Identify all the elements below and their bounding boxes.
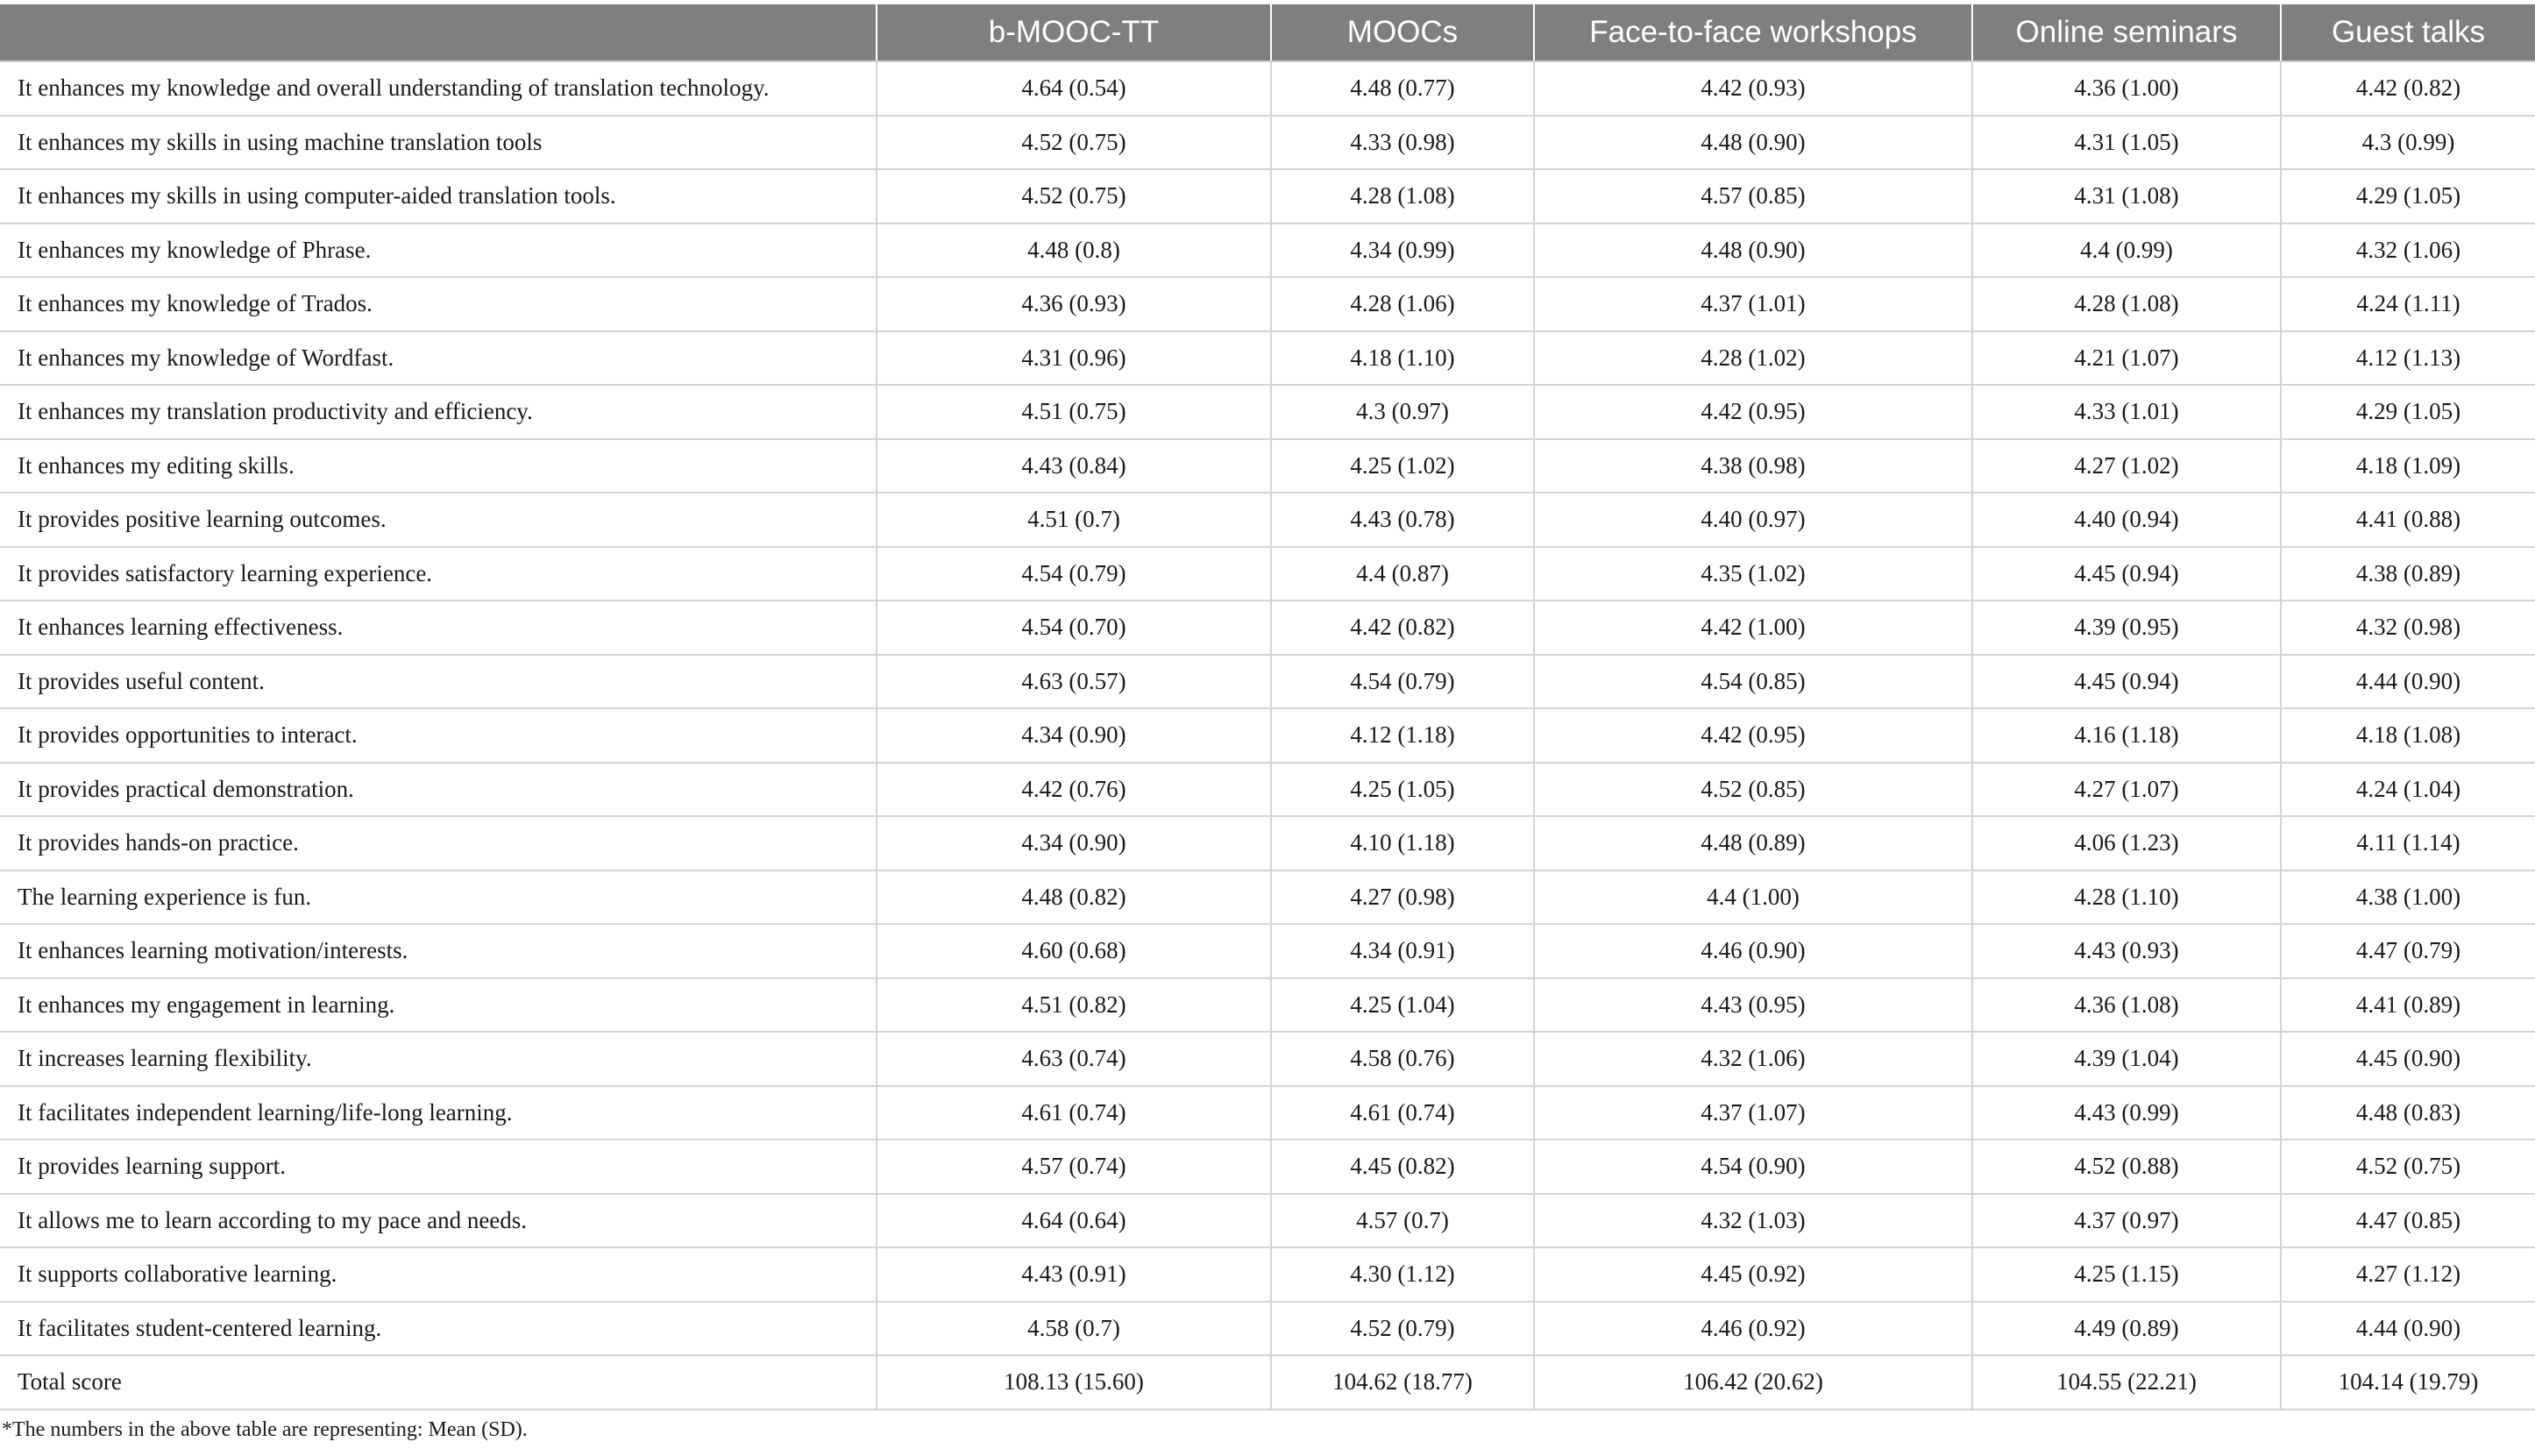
table-body [0, 61, 2535, 1410]
value-cell: 4.46 (0.90) [1534, 924, 1972, 978]
value-cell: 4.32 (0.98) [2281, 600, 2535, 655]
value-cell: 4.51 (0.7) [877, 493, 1271, 547]
value-cell: 4.47 (0.79) [2281, 924, 2535, 978]
value-cell: 4.51 (0.82) [877, 978, 1271, 1033]
value-cell: 4.42 (0.93) [1534, 61, 1972, 116]
table-row [0, 816, 2535, 870]
row-label-cell: It provides hands-on practice. [0, 816, 877, 870]
value-cell: 4.58 (0.76) [1271, 1032, 1534, 1086]
value-cell: 4.36 (1.08) [1972, 978, 2281, 1033]
value-cell: 4.4 (1.00) [1534, 870, 1972, 925]
table-row [0, 655, 2535, 709]
table-row [0, 1086, 2535, 1140]
value-cell: 4.48 (0.89) [1534, 816, 1972, 870]
table-row [0, 1194, 2535, 1248]
value-cell: 4.12 (1.18) [1271, 708, 1534, 763]
value-cell: 4.52 (0.88) [1972, 1140, 2281, 1194]
table-row [0, 924, 2535, 978]
row-label-cell: It provides satisfactory learning experience. [0, 547, 877, 601]
value-cell: 4.28 (1.08) [1271, 169, 1534, 224]
value-cell: 4.52 (0.75) [2281, 1140, 2535, 1194]
value-cell: 4.37 (0.97) [1972, 1194, 2281, 1248]
value-cell: 4.28 (1.08) [1972, 277, 2281, 331]
value-cell: 4.37 (1.07) [1534, 1086, 1972, 1140]
table-row [0, 870, 2535, 925]
table-row [0, 978, 2535, 1033]
header-cell-guest-talks: Guest talks [2281, 4, 2535, 61]
value-cell: 4.43 (0.91) [877, 1247, 1271, 1302]
value-cell: 4.43 (0.78) [1271, 493, 1534, 547]
value-cell: 4.34 (0.90) [877, 708, 1271, 763]
table-row [0, 547, 2535, 601]
value-cell: 4.57 (0.7) [1271, 1194, 1534, 1248]
value-cell: 4.48 (0.82) [877, 870, 1271, 925]
value-cell: 4.58 (0.7) [877, 1302, 1271, 1356]
value-cell: 4.40 (0.94) [1972, 493, 2281, 547]
value-cell: 4.32 (1.06) [1534, 1032, 1972, 1086]
value-cell: 4.52 (0.85) [1534, 763, 1972, 817]
value-cell: 4.25 (1.04) [1271, 978, 1534, 1033]
table-row [0, 277, 2535, 331]
value-cell: 4.4 (0.87) [1271, 547, 1534, 601]
table-row [0, 1140, 2535, 1194]
row-label-cell: It facilitates independent learning/life-long learning. [0, 1086, 877, 1140]
value-cell: 4.31 (1.05) [1972, 116, 2281, 170]
table-header-row [0, 4, 2535, 61]
value-cell: 4.35 (1.02) [1534, 547, 1972, 601]
row-label-cell: It facilitates student-centered learning. [0, 1302, 877, 1356]
row-label-cell: It provides positive learning outcomes. [0, 493, 877, 547]
header-cell-face-to-face-workshops: Face-to-face workshops [1534, 4, 1972, 61]
value-cell: 4.42 (0.82) [2281, 61, 2535, 116]
value-cell: 4.41 (0.88) [2281, 493, 2535, 547]
value-cell: 4.31 (1.08) [1972, 169, 2281, 224]
value-cell: 4.45 (0.82) [1271, 1140, 1534, 1194]
table-row [0, 331, 2535, 386]
value-cell: 4.40 (0.97) [1534, 493, 1972, 547]
table-row [0, 224, 2535, 278]
value-cell: 4.48 (0.90) [1534, 116, 1972, 170]
value-cell: 4.25 (1.15) [1972, 1247, 2281, 1302]
value-cell: 4.54 (0.79) [1271, 655, 1534, 709]
table-row [0, 1247, 2535, 1302]
value-cell: 4.3 (0.97) [1271, 385, 1534, 439]
row-label-cell: It enhances my editing skills. [0, 439, 877, 494]
value-cell: 4.51 (0.75) [877, 385, 1271, 439]
value-cell: 4.31 (0.96) [877, 331, 1271, 386]
row-label-cell: It supports collaborative learning. [0, 1247, 877, 1302]
value-cell: 4.45 (0.92) [1534, 1247, 1972, 1302]
value-cell: 4.54 (0.79) [877, 547, 1271, 601]
row-label-cell: It enhances learning motivation/interests. [0, 924, 877, 978]
value-cell: 4.28 (1.02) [1534, 331, 1972, 386]
value-cell: 4.24 (1.11) [2281, 277, 2535, 331]
value-cell: 4.18 (1.08) [2281, 708, 2535, 763]
table-row [0, 116, 2535, 170]
value-cell: 4.25 (1.02) [1271, 439, 1534, 494]
value-cell: 4.21 (1.07) [1972, 331, 2281, 386]
value-cell: 4.47 (0.85) [2281, 1194, 2535, 1248]
value-cell: 4.57 (0.74) [877, 1140, 1271, 1194]
value-cell: 104.55 (22.21) [1972, 1355, 2281, 1410]
table-row [0, 385, 2535, 439]
value-cell: 4.44 (0.90) [2281, 1302, 2535, 1356]
value-cell: 4.10 (1.18) [1271, 816, 1534, 870]
value-cell: 4.61 (0.74) [877, 1086, 1271, 1140]
value-cell: 4.28 (1.06) [1271, 277, 1534, 331]
value-cell: 4.61 (0.74) [1271, 1086, 1534, 1140]
row-label-cell: Total score [0, 1355, 877, 1410]
value-cell: 4.33 (0.98) [1271, 116, 1534, 170]
row-label-cell: It enhances my knowledge and overall understanding of translation technology. [0, 61, 877, 116]
value-cell: 4.36 (1.00) [1972, 61, 2281, 116]
value-cell: 4.4 (0.99) [1972, 224, 2281, 278]
total-score-row [0, 1355, 2535, 1410]
value-cell: 4.27 (0.98) [1271, 870, 1534, 925]
table-row [0, 708, 2535, 763]
value-cell: 4.60 (0.68) [877, 924, 1271, 978]
value-cell: 4.25 (1.05) [1271, 763, 1534, 817]
table-row [0, 763, 2535, 817]
row-label-cell: It enhances my engagement in learning. [0, 978, 877, 1033]
value-cell: 4.06 (1.23) [1972, 816, 2281, 870]
row-label-cell: It enhances my knowledge of Trados. [0, 277, 877, 331]
row-label-cell: It enhances my knowledge of Phrase. [0, 224, 877, 278]
value-cell: 4.42 (0.95) [1534, 708, 1972, 763]
value-cell: 4.34 (0.91) [1271, 924, 1534, 978]
value-cell: 4.32 (1.06) [2281, 224, 2535, 278]
value-cell: 4.42 (1.00) [1534, 600, 1972, 655]
value-cell: 4.27 (1.02) [1972, 439, 2281, 494]
table-row [0, 493, 2535, 547]
value-cell: 4.43 (0.99) [1972, 1086, 2281, 1140]
row-label-cell: It increases learning flexibility. [0, 1032, 877, 1086]
value-cell: 4.45 (0.94) [1972, 655, 2281, 709]
value-cell: 108.13 (15.60) [877, 1355, 1271, 1410]
value-cell: 4.11 (1.14) [2281, 816, 2535, 870]
value-cell: 4.24 (1.04) [2281, 763, 2535, 817]
value-cell: 4.27 (1.07) [1972, 763, 2281, 817]
value-cell: 106.42 (20.62) [1534, 1355, 1972, 1410]
value-cell: 4.16 (1.18) [1972, 708, 2281, 763]
value-cell: 4.32 (1.03) [1534, 1194, 1972, 1248]
value-cell: 4.42 (0.82) [1271, 600, 1534, 655]
value-cell: 4.57 (0.85) [1534, 169, 1972, 224]
row-label-cell: It provides practical demonstration. [0, 763, 877, 817]
row-label-cell: It enhances my skills in using computer-aided translation tools. [0, 169, 877, 224]
row-label-cell: It enhances my knowledge of Wordfast. [0, 331, 877, 386]
value-cell: 4.28 (1.10) [1972, 870, 2281, 925]
value-cell: 4.44 (0.90) [2281, 655, 2535, 709]
value-cell: 4.27 (1.12) [2281, 1247, 2535, 1302]
row-label-cell: It enhances my skills in using machine translation tools [0, 116, 877, 170]
results-table-container [0, 4, 2535, 1410]
table-row [0, 600, 2535, 655]
row-label-cell: It provides useful content. [0, 655, 877, 709]
row-label-cell: The learning experience is fun. [0, 870, 877, 925]
value-cell: 4.41 (0.89) [2281, 978, 2535, 1033]
table-row [0, 169, 2535, 224]
value-cell: 4.3 (0.99) [2281, 116, 2535, 170]
value-cell: 4.34 (0.90) [877, 816, 1271, 870]
value-cell: 4.48 (0.8) [877, 224, 1271, 278]
value-cell: 4.48 (0.90) [1534, 224, 1972, 278]
value-cell: 4.38 (0.89) [2281, 547, 2535, 601]
value-cell: 4.54 (0.85) [1534, 655, 1972, 709]
row-label-cell: It allows me to learn according to my pace and needs. [0, 1194, 877, 1248]
value-cell: 4.43 (0.84) [877, 439, 1271, 494]
value-cell: 104.14 (19.79) [2281, 1355, 2535, 1410]
value-cell: 4.29 (1.05) [2281, 169, 2535, 224]
results-table [0, 4, 2535, 1410]
table-footnote: *The numbers in the above table are representing: Mean (SD). [2, 1418, 528, 1441]
value-cell: 4.33 (1.01) [1972, 385, 2281, 439]
value-cell: 4.36 (0.93) [877, 277, 1271, 331]
table-row [0, 1032, 2535, 1086]
value-cell: 4.38 (0.98) [1534, 439, 1972, 494]
value-cell: 4.43 (0.95) [1534, 978, 1972, 1033]
value-cell: 4.18 (1.10) [1271, 331, 1534, 386]
value-cell: 4.12 (1.13) [2281, 331, 2535, 386]
value-cell: 104.62 (18.77) [1271, 1355, 1534, 1410]
row-label-cell: It enhances learning effectiveness. [0, 600, 877, 655]
value-cell: 4.43 (0.93) [1972, 924, 2281, 978]
value-cell: 4.39 (0.95) [1972, 600, 2281, 655]
value-cell: 4.29 (1.05) [2281, 385, 2535, 439]
header-cell-online-seminars: Online seminars [1972, 4, 2281, 61]
value-cell: 4.37 (1.01) [1534, 277, 1972, 331]
value-cell: 4.18 (1.09) [2281, 439, 2535, 494]
table-row [0, 439, 2535, 494]
header-cell-moocs: MOOCs [1271, 4, 1534, 61]
value-cell: 4.30 (1.12) [1271, 1247, 1534, 1302]
value-cell: 4.64 (0.64) [877, 1194, 1271, 1248]
table-row [0, 1302, 2535, 1356]
value-cell: 4.52 (0.75) [877, 116, 1271, 170]
value-cell: 4.42 (0.95) [1534, 385, 1972, 439]
value-cell: 4.45 (0.90) [2281, 1032, 2535, 1086]
table-row [0, 61, 2535, 116]
value-cell: 4.48 (0.77) [1271, 61, 1534, 116]
value-cell: 4.42 (0.76) [877, 763, 1271, 817]
value-cell: 4.38 (1.00) [2281, 870, 2535, 925]
header-cell-item [0, 4, 877, 61]
value-cell: 4.63 (0.74) [877, 1032, 1271, 1086]
value-cell: 4.63 (0.57) [877, 655, 1271, 709]
value-cell: 4.46 (0.92) [1534, 1302, 1972, 1356]
value-cell: 4.39 (1.04) [1972, 1032, 2281, 1086]
row-label-cell: It enhances my translation productivity and efficiency. [0, 385, 877, 439]
row-label-cell: It provides opportunities to interact. [0, 708, 877, 763]
value-cell: 4.34 (0.99) [1271, 224, 1534, 278]
value-cell: 4.48 (0.83) [2281, 1086, 2535, 1140]
value-cell: 4.45 (0.94) [1972, 547, 2281, 601]
value-cell: 4.52 (0.75) [877, 169, 1271, 224]
header-cell-b-mooc-tt: b-MOOC-TT [877, 4, 1271, 61]
value-cell: 4.64 (0.54) [877, 61, 1271, 116]
value-cell: 4.49 (0.89) [1972, 1302, 2281, 1356]
value-cell: 4.52 (0.79) [1271, 1302, 1534, 1356]
value-cell: 4.54 (0.90) [1534, 1140, 1972, 1194]
value-cell: 4.54 (0.70) [877, 600, 1271, 655]
row-label-cell: It provides learning support. [0, 1140, 877, 1194]
